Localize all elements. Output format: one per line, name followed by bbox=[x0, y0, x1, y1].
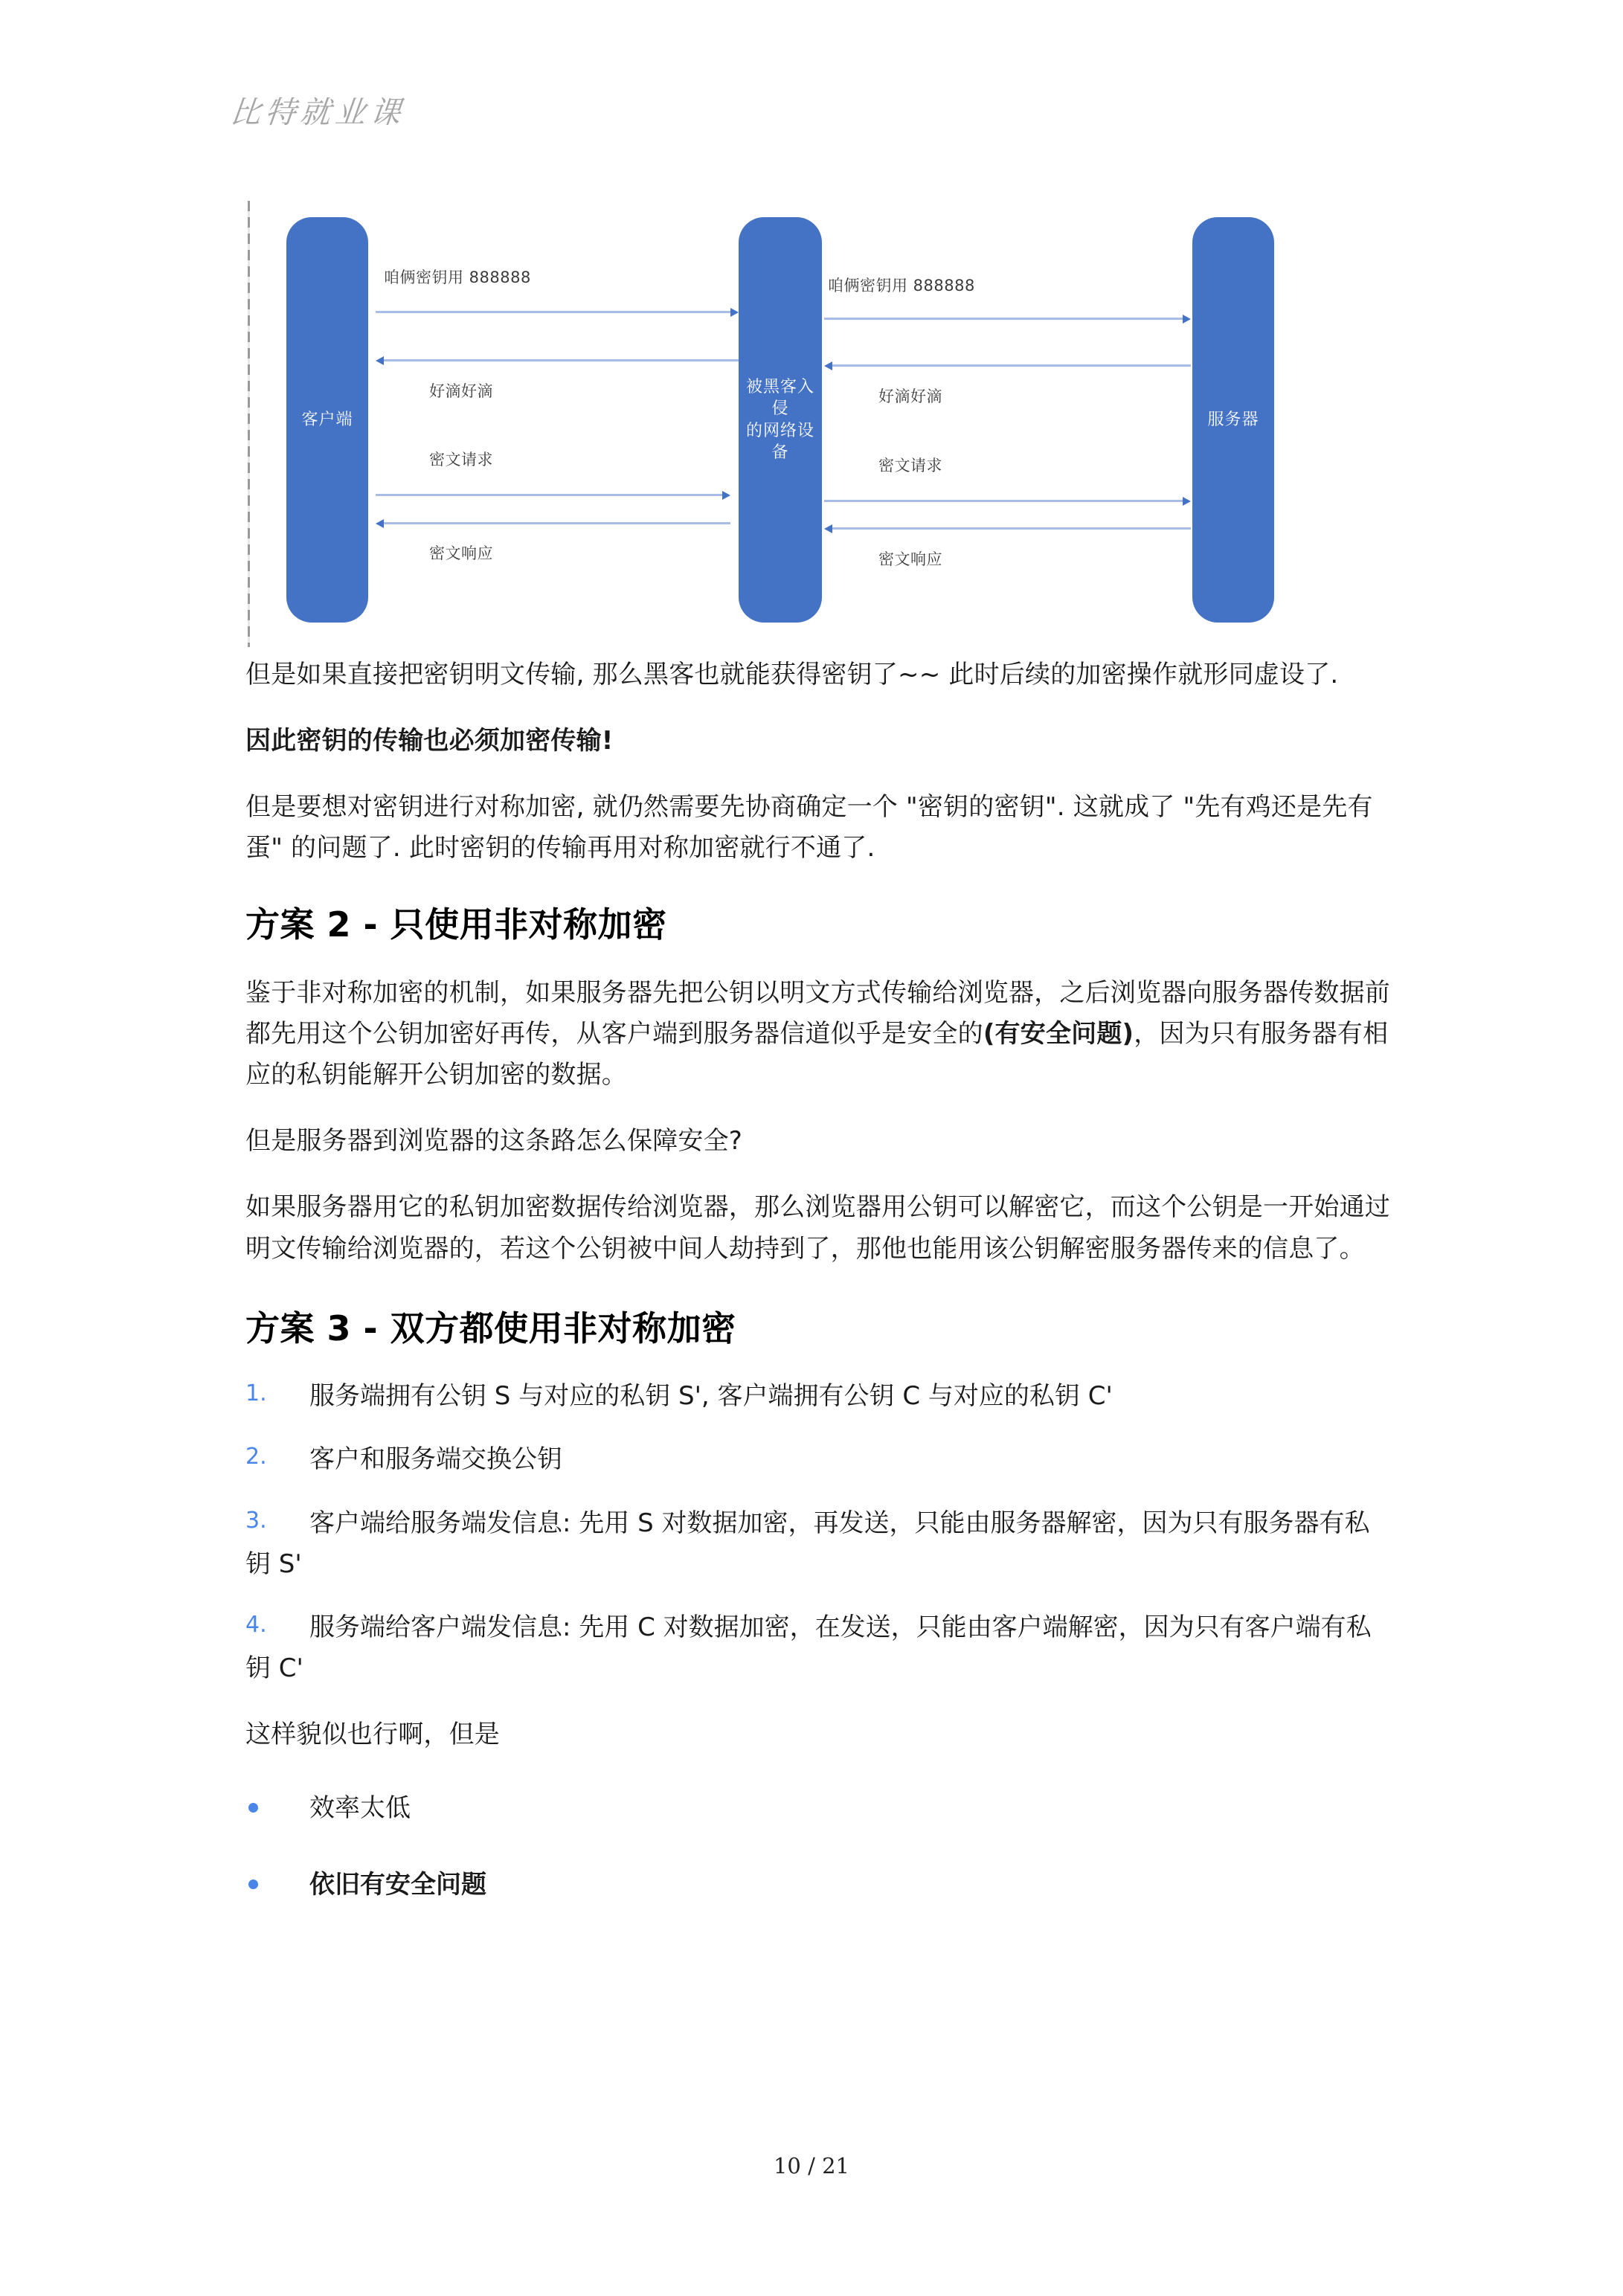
diagram-node-client-label: 客户端 bbox=[301, 410, 353, 429]
arrow-head-right-icon bbox=[1183, 497, 1191, 506]
paragraph-1: 但是如果直接把密钥明文传输, 那么黑客也就能获得密钥了~~ 此时后续的加密操作就形同虚设了. bbox=[245, 660, 1339, 689]
paragraph-4 bbox=[245, 973, 1391, 1096]
paragraph-4-emphasis: (有安全问题) bbox=[983, 1019, 1134, 1049]
arrow-head-left-icon bbox=[376, 519, 384, 528]
list-item bbox=[245, 1503, 1391, 1585]
bullet-list bbox=[245, 1788, 1391, 1906]
diagram-node-hacked-device bbox=[739, 217, 822, 623]
arrow-head-right-icon bbox=[730, 308, 739, 317]
heading-scheme-3: 方案 3 - 双方都使用非对称加密 bbox=[245, 1308, 736, 1348]
document-body bbox=[245, 655, 1391, 1941]
diagram-node-client bbox=[286, 217, 368, 623]
list-item-text: 效率太低 bbox=[309, 1792, 411, 1823]
list-item-text: 依旧有安全问题 bbox=[309, 1870, 486, 1900]
paragraph-6: 如果服务器用它的私钥加密数据传给浏览器，那么浏览器用公钥可以解密它，而这个公钥是一开始通过明文传输给浏览器的，若这个公钥被中间人劫持到了，那他也能用该公钥解密服务器传来的信息了。 bbox=[245, 1192, 1390, 1264]
list-item bbox=[245, 1607, 1391, 1689]
list-marker: 1. bbox=[245, 1380, 267, 1407]
diagram-left-rule bbox=[248, 201, 250, 647]
arrow-head-right-icon bbox=[722, 491, 730, 500]
diagram-msg-right-ack-label: 好滴好滴 bbox=[878, 388, 942, 405]
diagram-msg-right-response-label: 密文响应 bbox=[878, 550, 942, 568]
arrow-head-left-icon bbox=[824, 361, 832, 370]
diagram-msg-right-key-label: 咱俩密钥用 888888 bbox=[828, 277, 975, 295]
arrow-line bbox=[384, 522, 730, 524]
paragraph-3: 但是要想对密钥进行对称加密, 就仍然需要先协商确定一个 "密钥的密钥". 这就成了 "先有鸡还是先有蛋" 的问题了. 此时密钥的传输再用对称加密就行不通了. bbox=[245, 792, 1373, 864]
paragraph-4-part-a: 鉴于非对称加密的机制，如果服务器先把公钥以明文方式传输给浏览器，之后浏览器向服务器传数据前都先用这个公钥加密好再传，从客户端到服务器信道似乎是安全的 bbox=[245, 978, 1390, 1049]
arrow-line bbox=[824, 318, 1183, 320]
arrow-head-right-icon bbox=[1183, 315, 1191, 324]
diagram-node-server-label: 服务器 bbox=[1207, 410, 1259, 429]
arrow-head-left-icon bbox=[824, 524, 832, 533]
numbered-list bbox=[245, 1376, 1391, 1688]
arrow-line bbox=[376, 311, 730, 313]
paragraph-4-part-b: ，因为只有服务器有相应的私钥能解开公钥加密的数据。 bbox=[245, 1019, 1389, 1090]
arrow-line bbox=[376, 494, 722, 496]
paragraph-2-emphasis: 因此密钥的传输也必须加密传输! bbox=[245, 726, 614, 756]
list-item bbox=[245, 1865, 1391, 1906]
list-marker: 4. bbox=[245, 1611, 267, 1638]
page-footer bbox=[0, 2153, 1623, 2178]
sequence-diagram bbox=[248, 187, 1388, 652]
arrow-line bbox=[832, 527, 1191, 530]
list-marker: 2. bbox=[245, 1444, 267, 1470]
paragraph-7: 这样貌似也行啊，但是 bbox=[245, 1719, 500, 1749]
list-item bbox=[245, 1788, 1391, 1829]
heading-scheme-2: 方案 2 - 只使用非对称加密 bbox=[245, 904, 667, 945]
page-number: 10 / 21 bbox=[773, 2153, 849, 2178]
list-item-text: 客户和服务端交换公钥 bbox=[309, 1444, 562, 1475]
list-marker: 3. bbox=[245, 1507, 267, 1534]
arrow-line bbox=[384, 359, 739, 361]
list-item bbox=[245, 1439, 1391, 1480]
bullet-dot-icon bbox=[248, 1879, 258, 1889]
arrow-head-left-icon bbox=[376, 356, 384, 365]
bullet-dot-icon bbox=[248, 1803, 258, 1813]
list-item-text: 服务端给客户端发信息: 先用 C 对数据加密，在发送，只能由客户端解密，因为只有客户端有私钥 C' bbox=[245, 1612, 1372, 1683]
arrow-line bbox=[824, 500, 1183, 502]
list-item-text: 客户端给服务端发信息: 先用 S 对数据加密，再发送，只能由服务器解密，因为只有服务器有私钥 S' bbox=[245, 1508, 1370, 1579]
diagram-msg-right-request-label: 密文请求 bbox=[878, 457, 942, 475]
diagram-msg-left-ack-label: 好滴好滴 bbox=[429, 382, 493, 400]
diagram-msg-left-request-label: 密文请求 bbox=[429, 451, 493, 469]
list-item bbox=[245, 1376, 1391, 1417]
arrow-line bbox=[832, 364, 1191, 367]
diagram-node-hacked-device-label: 被黑客入侵 的网络设备 bbox=[745, 377, 814, 462]
diagram-msg-left-response-label: 密文响应 bbox=[429, 544, 493, 562]
header-watermark: 比特就业课 bbox=[228, 94, 408, 130]
diagram-msg-left-key-label: 咱俩密钥用 888888 bbox=[384, 268, 531, 286]
list-item-text: 服务端拥有公钥 S 与对应的私钥 S', 客户端拥有公钥 C 与对应的私钥 C' bbox=[309, 1381, 1113, 1412]
diagram-node-server bbox=[1192, 217, 1274, 623]
paragraph-5: 但是服务器到浏览器的这条路怎么保障安全? bbox=[245, 1126, 743, 1157]
